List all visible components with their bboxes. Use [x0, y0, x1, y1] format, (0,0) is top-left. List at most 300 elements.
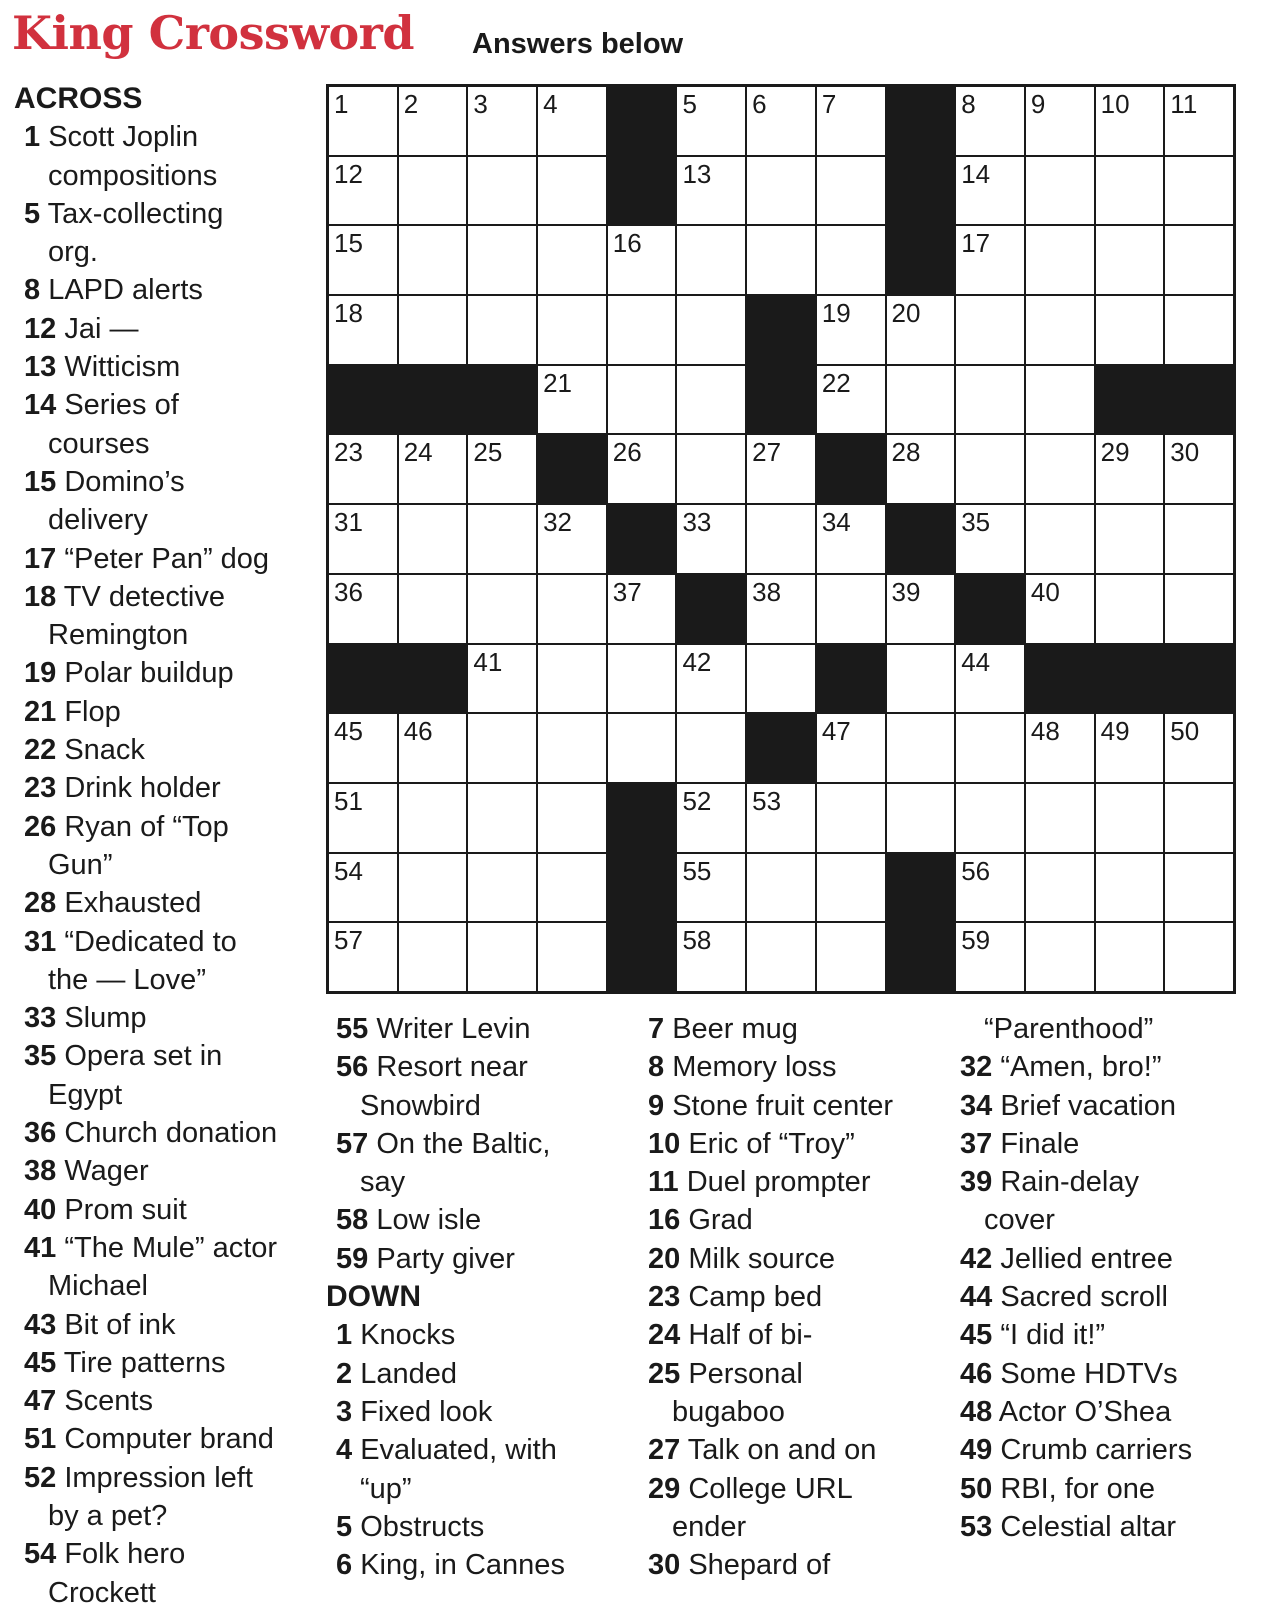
clues-column-3: [638, 1010, 938, 1584]
clue-item: [326, 1048, 626, 1086]
grid-cell[interactable]: [1096, 435, 1164, 503]
grid-cell[interactable]: [538, 854, 606, 922]
grid-cell[interactable]: [747, 157, 815, 225]
clue-number-label: 54: [24, 1538, 57, 1571]
grid-cell[interactable]: [747, 226, 815, 294]
clue-number: 12: [334, 158, 363, 189]
clue-number: 47: [821, 716, 851, 747]
down-heading: DOWN: [326, 1280, 421, 1314]
black-square: [887, 854, 955, 922]
grid-cell[interactable]: [1026, 505, 1094, 573]
clue-number: 20: [891, 298, 921, 329]
clue-number: 29: [1100, 437, 1130, 468]
clue-item: [950, 1125, 1250, 1163]
grid-cell[interactable]: [1165, 435, 1233, 503]
grid-cell[interactable]: [677, 645, 745, 713]
grid-cell[interactable]: [747, 575, 815, 643]
clue-text: Scents: [56, 1385, 153, 1418]
grid-cell[interactable]: [468, 505, 536, 573]
grid-cell[interactable]: [608, 366, 676, 434]
clue-continuation: org.: [48, 236, 98, 269]
grid-cell[interactable]: [817, 296, 885, 364]
clue-text: Personal: [680, 1357, 803, 1390]
grid-cell[interactable]: [468, 157, 536, 225]
grid-cell[interactable]: [399, 854, 467, 922]
clue-number-label: 46: [960, 1357, 993, 1390]
grid-cell[interactable]: [956, 923, 1024, 991]
grid-cell[interactable]: [887, 714, 955, 782]
grid-cell[interactable]: [1096, 923, 1164, 991]
grid-cell[interactable]: [887, 645, 955, 713]
grid-cell[interactable]: [468, 435, 536, 503]
grid-cell[interactable]: [399, 226, 467, 294]
grid-cell[interactable]: [1096, 575, 1164, 643]
grid-cell[interactable]: [956, 854, 1024, 922]
clue-item: [14, 1306, 314, 1344]
grid-cell[interactable]: [887, 366, 955, 434]
black-square: [1026, 645, 1094, 713]
grid-cell[interactable]: [538, 157, 606, 225]
clue-text: Prom suit: [56, 1193, 187, 1226]
clue-number: 53: [752, 785, 782, 816]
grid-cell[interactable]: [468, 226, 536, 294]
clue-text: Obstructs: [352, 1510, 485, 1543]
clue-continuation: bugaboo: [672, 1395, 785, 1428]
grid-cell[interactable]: [399, 714, 467, 782]
clue-number-label: 51: [24, 1423, 57, 1456]
grid-cell[interactable]: [329, 923, 397, 991]
clues-column-4: [950, 1010, 1250, 1546]
grid-cell[interactable]: [1026, 87, 1094, 155]
grid-cell[interactable]: [747, 784, 815, 852]
grid-cell[interactable]: [747, 87, 815, 155]
clue-item: [14, 1191, 314, 1229]
clue-number-label: 44: [960, 1281, 993, 1314]
clue-text: Tire patterns: [56, 1346, 226, 1379]
clue-item: [14, 1420, 314, 1458]
clue-text: Domino’s: [56, 465, 185, 498]
grid-cell[interactable]: [887, 784, 955, 852]
clue-text: Impression left: [56, 1461, 253, 1494]
grid-cell[interactable]: [468, 784, 536, 852]
grid-cell[interactable]: [468, 87, 536, 155]
grid-cell[interactable]: [817, 784, 885, 852]
clue-number: 55: [682, 855, 712, 886]
grid-cell[interactable]: [956, 87, 1024, 155]
grid-cell[interactable]: [538, 87, 606, 155]
grid-cell[interactable]: [329, 505, 397, 573]
clue-number: 21: [543, 367, 572, 398]
crossword-grid: [326, 84, 1236, 994]
clue-text: Celestial altar: [992, 1510, 1177, 1543]
grid-cell[interactable]: [538, 226, 606, 294]
grid-cell[interactable]: [817, 87, 885, 155]
grid-cell[interactable]: [677, 296, 745, 364]
clue-number-label: 41: [24, 1231, 57, 1264]
clue-text: Sacred scroll: [992, 1281, 1168, 1314]
clue-item: [326, 1355, 626, 1393]
clue-number: 11: [1170, 89, 1198, 119]
clue-number-label: 20: [648, 1242, 681, 1275]
grid-cell[interactable]: [1096, 87, 1164, 155]
grid-cell[interactable]: [608, 296, 676, 364]
clue-text: “Dedicated to: [56, 925, 237, 958]
grid-cell[interactable]: [468, 575, 536, 643]
black-square: [399, 645, 467, 713]
clue-item: [14, 1114, 314, 1152]
grid-cell[interactable]: [1026, 157, 1094, 225]
grid-cell[interactable]: [887, 575, 955, 643]
clue-item: [14, 1344, 314, 1382]
clue-number: 18: [334, 298, 363, 329]
clue-number-label: 33: [24, 1002, 57, 1035]
clue-text: Low isle: [368, 1204, 482, 1237]
grid-cell[interactable]: [956, 366, 1024, 434]
grid-cell[interactable]: [468, 296, 536, 364]
clue-number-label: 17: [24, 542, 57, 575]
clue-text: Finale: [992, 1127, 1080, 1160]
clue-text: “Peter Pan” dog: [56, 542, 270, 575]
grid-cell[interactable]: [1026, 366, 1094, 434]
grid-cell[interactable]: [538, 366, 606, 434]
black-square: [538, 435, 606, 503]
clue-text: TV detective: [56, 580, 225, 613]
clue-text: Jai —: [56, 312, 139, 345]
clue-number: 9: [1030, 89, 1046, 119]
grid-cell[interactable]: [677, 87, 745, 155]
clue-text: Bit of ink: [56, 1308, 176, 1341]
clue-text: Milk source: [680, 1242, 835, 1275]
clue-text: Camp bed: [680, 1281, 823, 1314]
clue-item: [14, 884, 314, 922]
clue-item: [638, 1546, 938, 1584]
clue-text: Series of: [56, 389, 179, 422]
clue-number: 1: [334, 89, 349, 119]
clue-item: [326, 1431, 626, 1469]
clue-text: Flop: [56, 695, 121, 728]
grid-cell[interactable]: [1026, 923, 1094, 991]
clue-number-label: 10: [648, 1127, 681, 1160]
clue-item: [14, 1459, 314, 1497]
grid-cell[interactable]: [1096, 854, 1164, 922]
clue-number-label: 50: [960, 1472, 993, 1505]
grid-cell[interactable]: [677, 157, 745, 225]
clue-number: 10: [1100, 89, 1130, 119]
grid-cell[interactable]: [817, 157, 885, 225]
black-square: [887, 923, 955, 991]
grid-cell[interactable]: [1165, 87, 1233, 155]
grid-cell[interactable]: [817, 854, 885, 922]
clue-number-label: 56: [336, 1051, 369, 1084]
grid-cell[interactable]: [608, 714, 676, 782]
clue-number: 28: [891, 437, 921, 468]
clue-item: [14, 769, 314, 807]
clue-number-label: 9: [648, 1089, 665, 1122]
grid-cell[interactable]: [329, 714, 397, 782]
grid-cell[interactable]: [468, 854, 536, 922]
clue-continuation: cover: [984, 1204, 1055, 1237]
grid-cell[interactable]: [747, 854, 815, 922]
clue-number: 26: [612, 437, 642, 468]
grid-cell[interactable]: [468, 714, 536, 782]
grid-cell[interactable]: [468, 645, 536, 713]
grid-cell[interactable]: [817, 505, 885, 573]
grid-cell[interactable]: [538, 714, 606, 782]
clue-text: Crumb carriers: [992, 1434, 1193, 1467]
grid-cell[interactable]: [1165, 784, 1233, 852]
clue-number-label: 58: [336, 1204, 369, 1237]
grid-cell[interactable]: [956, 505, 1024, 573]
grid-cell[interactable]: [399, 296, 467, 364]
grid-cell[interactable]: [887, 296, 955, 364]
grid-cell[interactable]: [677, 505, 745, 573]
grid-cell[interactable]: [1165, 923, 1233, 991]
clue-item: [14, 1535, 314, 1573]
grid-cell[interactable]: [817, 714, 885, 782]
clue-number: 4: [543, 89, 558, 119]
grid-cell[interactable]: [956, 714, 1024, 782]
grid-cell[interactable]: [677, 784, 745, 852]
grid-cell[interactable]: [817, 226, 885, 294]
clue-number: 38: [752, 576, 782, 607]
grid-cell[interactable]: [1026, 714, 1094, 782]
grid-cell[interactable]: [1165, 226, 1233, 294]
clue-text: Duel prompter: [678, 1166, 871, 1199]
grid-cell[interactable]: [538, 784, 606, 852]
black-square: [677, 575, 745, 643]
clue-item: [14, 923, 314, 961]
clue-text: Wager: [56, 1155, 149, 1188]
grid-cell[interactable]: [956, 226, 1024, 294]
across-heading: ACROSS: [14, 82, 143, 115]
clue-number-label: 42: [960, 1242, 993, 1275]
black-square: [747, 296, 815, 364]
clue-number-label: 2: [336, 1357, 353, 1390]
grid-cell[interactable]: [677, 366, 745, 434]
across-clues-column: [14, 80, 314, 1612]
grid-cell[interactable]: [608, 226, 676, 294]
clue-text: Folk hero: [56, 1538, 186, 1571]
grid-cell[interactable]: [329, 435, 397, 503]
grid-cell[interactable]: [1026, 226, 1094, 294]
clue-text: Grad: [680, 1204, 753, 1237]
black-square: [329, 645, 397, 713]
grid-cell[interactable]: [677, 226, 745, 294]
grid-cell[interactable]: [677, 435, 745, 503]
grid-cell[interactable]: [677, 854, 745, 922]
grid-cell[interactable]: [468, 923, 536, 991]
clue-number-label: 28: [24, 887, 57, 920]
clue-item: [14, 271, 314, 309]
grid-cell[interactable]: [329, 157, 397, 225]
grid-cell[interactable]: [1026, 575, 1094, 643]
clue-continuation: the — Love”: [48, 963, 206, 996]
clue-number: 41: [473, 646, 503, 677]
grid-cell[interactable]: [956, 435, 1024, 503]
grid-cell[interactable]: [538, 923, 606, 991]
grid-cell[interactable]: [1165, 157, 1233, 225]
clue-text: “Amen, bro!”: [992, 1051, 1162, 1084]
clue-continuation: courses: [48, 427, 150, 460]
clue-text: Computer brand: [56, 1423, 274, 1456]
clue-number: 37: [612, 576, 642, 607]
clue-number-label: 38: [24, 1155, 57, 1188]
grid-cell[interactable]: [1096, 714, 1164, 782]
clue-number: 48: [1030, 716, 1060, 747]
grid-cell[interactable]: [399, 923, 467, 991]
grid-cell[interactable]: [608, 645, 676, 713]
clue-item: [638, 1010, 938, 1048]
clue-number-label: 57: [336, 1127, 369, 1160]
black-square: [608, 923, 676, 991]
grid-cell[interactable]: [817, 575, 885, 643]
clue-continuation: Snowbird: [360, 1089, 481, 1122]
clue-number-label: 47: [24, 1385, 57, 1418]
grid-cell[interactable]: [1165, 714, 1233, 782]
grid-cell[interactable]: [1165, 575, 1233, 643]
grid-cell[interactable]: [399, 157, 467, 225]
black-square: [399, 366, 467, 434]
clue-number: 2: [403, 89, 419, 119]
clue-number-label: 34: [960, 1089, 993, 1122]
clue-text: Witticism: [56, 351, 181, 384]
grid-cell[interactable]: [329, 784, 397, 852]
clue-text: Fixed look: [352, 1395, 493, 1428]
black-square: [1096, 645, 1164, 713]
grid-cell[interactable]: [399, 435, 467, 503]
grid-cell[interactable]: [1026, 854, 1094, 922]
clue-number: 59: [961, 925, 991, 956]
grid-cell[interactable]: [399, 575, 467, 643]
grid-cell[interactable]: [1096, 505, 1164, 573]
grid-cell[interactable]: [1096, 226, 1164, 294]
clue-number: 19: [821, 298, 851, 329]
clue-number: 7: [821, 89, 837, 119]
clue-continuation: “up”: [360, 1472, 412, 1505]
clue-text: Memory loss: [664, 1051, 837, 1084]
grid-cell[interactable]: [1096, 784, 1164, 852]
grid-cell[interactable]: [399, 784, 467, 852]
clue-text: Rain-delay: [992, 1166, 1139, 1199]
black-square: [887, 157, 955, 225]
black-square: [817, 435, 885, 503]
clue-number: 34: [821, 507, 851, 538]
clue-number: 39: [891, 576, 921, 607]
grid-cell[interactable]: [1026, 296, 1094, 364]
black-square: [468, 366, 536, 434]
clue-item: [638, 1163, 938, 1201]
clue-number-label: 16: [648, 1204, 681, 1237]
grid-cell[interactable]: [1165, 854, 1233, 922]
grid-cell[interactable]: [399, 505, 467, 573]
grid-cell[interactable]: [747, 645, 815, 713]
grid-cell[interactable]: [817, 923, 885, 991]
clue-continuation: “Parenthood”: [984, 1013, 1154, 1045]
clue-text: Drink holder: [56, 772, 221, 805]
grid-cell[interactable]: [329, 575, 397, 643]
clue-item: [326, 1508, 626, 1546]
grid-cell[interactable]: [956, 157, 1024, 225]
grid-cell[interactable]: [747, 923, 815, 991]
clue-number-label: 15: [24, 465, 57, 498]
clue-number-label: 49: [960, 1434, 993, 1467]
grid-cell[interactable]: [538, 575, 606, 643]
clue-item: [14, 195, 314, 233]
black-square: [887, 505, 955, 573]
clue-number: 40: [1030, 576, 1060, 607]
clue-number-label: 3: [336, 1395, 353, 1428]
grid-cell[interactable]: [1165, 505, 1233, 573]
clue-text: On the Baltic,: [368, 1127, 551, 1160]
clue-number-label: 26: [24, 810, 57, 843]
clue-number-label: 23: [24, 772, 57, 805]
clue-number-label: 31: [24, 925, 57, 958]
grid-cell[interactable]: [677, 714, 745, 782]
clue-item: [326, 1240, 626, 1278]
grid-cell[interactable]: [1096, 296, 1164, 364]
clue-text: Evaluated, with: [352, 1434, 557, 1467]
clue-item: [950, 1048, 1250, 1086]
grid-cell[interactable]: [329, 87, 397, 155]
grid-cell[interactable]: [608, 575, 676, 643]
grid-cell[interactable]: [956, 296, 1024, 364]
clue-number-label: 1: [24, 121, 41, 154]
grid-cell[interactable]: [329, 296, 397, 364]
clue-text: Jellied entree: [992, 1242, 1173, 1275]
clue-number: 36: [334, 576, 363, 607]
grid-cell[interactable]: [747, 505, 815, 573]
clue-number-label: 24: [648, 1319, 681, 1352]
grid-cell[interactable]: [1026, 435, 1094, 503]
grid-cell[interactable]: [538, 505, 606, 573]
grid-cell[interactable]: [956, 784, 1024, 852]
grid-cell[interactable]: [677, 923, 745, 991]
black-square: [747, 714, 815, 782]
clue-item: [638, 1316, 938, 1354]
clue-text: Knocks: [352, 1319, 456, 1352]
clue-number-label: 29: [648, 1472, 681, 1505]
clue-number-label: 55: [336, 1013, 369, 1045]
clue-item: [950, 1087, 1250, 1125]
clue-item: [326, 1201, 626, 1239]
grid-cell[interactable]: [538, 296, 606, 364]
clue-text: Church donation: [56, 1117, 278, 1150]
grid-cell[interactable]: [329, 854, 397, 922]
grid-cell[interactable]: [329, 226, 397, 294]
clue-item: [950, 1470, 1250, 1508]
clue-number-label: 5: [336, 1510, 353, 1543]
grid-cell[interactable]: [538, 645, 606, 713]
grid-cell[interactable]: [399, 87, 467, 155]
clue-number-label: 36: [24, 1117, 57, 1150]
clue-number-label: 12: [24, 312, 57, 345]
clue-item: [638, 1240, 938, 1278]
clues-column-2: [326, 1010, 626, 1584]
grid-cell[interactable]: [1026, 784, 1094, 852]
grid-cell[interactable]: [747, 435, 815, 503]
black-square: [1165, 366, 1233, 434]
grid-cell[interactable]: [887, 435, 955, 503]
grid-cell[interactable]: [817, 366, 885, 434]
clue-item: [950, 1508, 1250, 1546]
grid-cell[interactable]: [956, 645, 1024, 713]
clue-text: Resort near: [368, 1051, 528, 1084]
clue-number: 3: [473, 89, 488, 119]
grid-cell[interactable]: [608, 435, 676, 503]
grid-cell[interactable]: [1096, 157, 1164, 225]
clue-continuation: compositions: [48, 159, 218, 192]
grid-cell[interactable]: [1165, 296, 1233, 364]
